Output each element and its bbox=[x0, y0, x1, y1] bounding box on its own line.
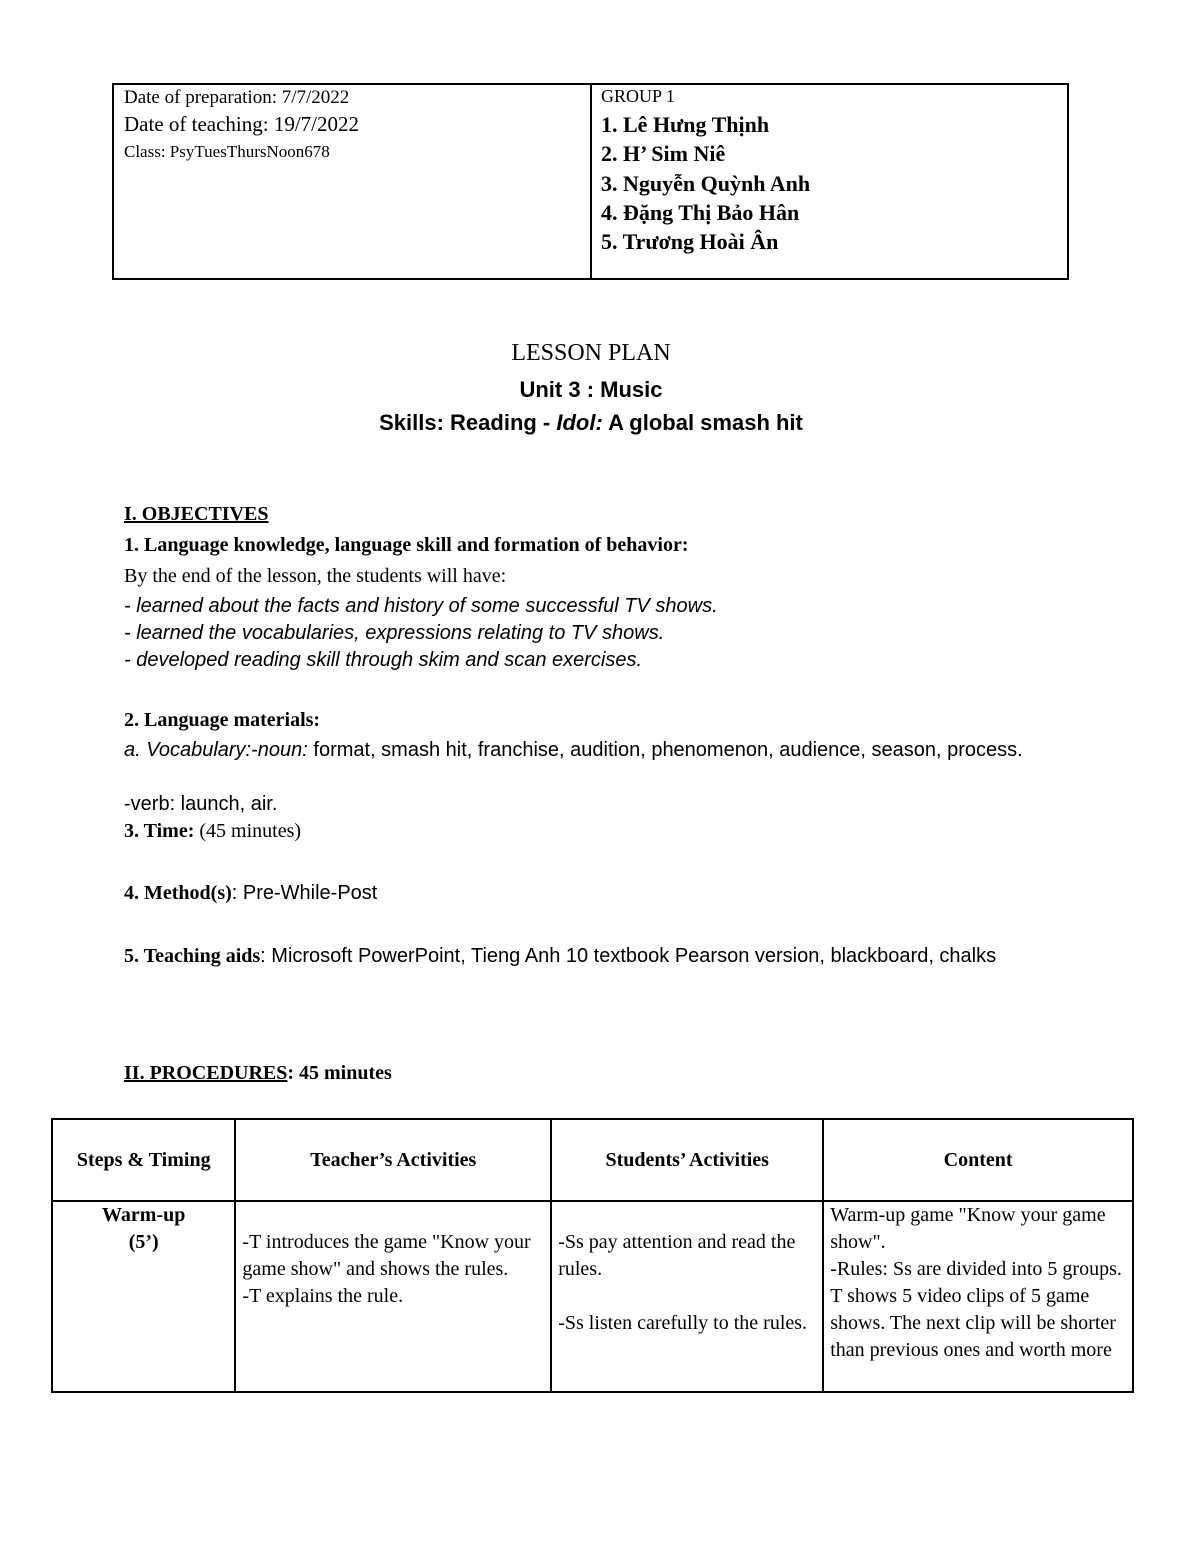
objective-bullet: - developed reading skill through skim and scan exercises. bbox=[124, 649, 643, 671]
table-header-row bbox=[52, 1119, 1133, 1201]
vocabulary-text bbox=[124, 737, 1024, 764]
skills-prefix: Skills: Reading - bbox=[379, 410, 557, 435]
skills-italic: Idol: bbox=[556, 410, 603, 435]
objectives-intro: By the end of the lesson, the students will have: bbox=[124, 565, 507, 587]
procedures-table bbox=[51, 1118, 1134, 1393]
teaching-aids-label: 5. Teaching aids bbox=[124, 945, 261, 967]
procedures-heading: II. PROCEDURES bbox=[124, 1062, 288, 1084]
teaching-aids-line bbox=[124, 943, 1004, 970]
group-member: 1. Lê Hưng Thịnh bbox=[601, 112, 770, 137]
objectives-heading: I. OBJECTIVES bbox=[124, 503, 269, 525]
skills-title bbox=[0, 410, 1182, 436]
method-line bbox=[124, 880, 1044, 907]
content-cell: Warm-up game "Know your game show". -Rules: Ss are divided into 5 groups. T shows 5 video clips of 5 game shows. The next clip will be shorter than previous ones and worth more bbox=[823, 1201, 1133, 1392]
class-name: Class: PsyTuesThursNoon678 bbox=[124, 142, 330, 161]
time-label: 3. Time: bbox=[124, 820, 195, 842]
objectives-sub1: 1. Language knowledge, language skill and formation of behavior: bbox=[124, 534, 689, 556]
procedures-duration: : 45 minutes bbox=[287, 1062, 392, 1084]
teaching-aids-value: : Microsoft PowerPoint, Tieng Anh 10 textbook Pearson version, blackboard, chalks bbox=[260, 945, 997, 967]
time-line bbox=[124, 818, 1044, 845]
teacher-activities-cell: -T introduces the game "Know your game show" and shows the rules. -T explains the rule. bbox=[235, 1201, 551, 1392]
skills-suffix: A global smash hit bbox=[602, 410, 803, 435]
group-member: 2. H’ Sim Niê bbox=[601, 141, 726, 166]
objective-bullet: - learned the vocabularies, expressions relating to TV shows. bbox=[124, 622, 665, 644]
group-title: GROUP 1 bbox=[601, 86, 675, 106]
group-member: 3. Nguyễn Quỳnh Anh bbox=[601, 171, 811, 196]
group-member: 5. Trương Hoài Ân bbox=[601, 229, 779, 254]
time-value: (45 minutes) bbox=[194, 820, 302, 842]
method-label: 4. Method(s) bbox=[124, 882, 232, 904]
language-materials-heading: 2. Language materials: bbox=[124, 709, 321, 731]
header-divider bbox=[590, 83, 592, 280]
lesson-plan-title: LESSON PLAN bbox=[511, 340, 671, 366]
procedures-heading-line bbox=[124, 1060, 1044, 1087]
students-activities-cell: -Ss pay attention and read the rules. -Ss listen carefully to the rules. bbox=[551, 1201, 823, 1392]
vocabulary-nouns: format, smash hit, franchise, audition, phenomenon, audience, season, process. bbox=[307, 739, 1023, 761]
step-cell: Warm-up (5’) bbox=[52, 1201, 235, 1392]
column-header: Content bbox=[823, 1119, 1133, 1201]
column-header: Teacher’s Activities bbox=[235, 1119, 551, 1201]
table-row bbox=[52, 1201, 1133, 1392]
vocabulary-label: a. Vocabulary:-noun: bbox=[124, 739, 308, 761]
column-header: Steps & Timing bbox=[52, 1119, 235, 1201]
date-of-teaching: Date of teaching: 19/7/2022 bbox=[124, 112, 360, 136]
date-of-preparation: Date of preparation: 7/7/2022 bbox=[124, 87, 350, 108]
method-value: : Pre-While-Post bbox=[231, 882, 378, 904]
column-header: Students’ Activities bbox=[551, 1119, 823, 1201]
group-member: 4. Đặng Thị Bảo Hân bbox=[601, 200, 800, 225]
vocabulary-verbs: -verb: launch, air. bbox=[124, 793, 278, 815]
unit-title: Unit 3 : Music bbox=[519, 377, 663, 402]
objective-bullet: - learned about the facts and history of some successful TV shows. bbox=[124, 595, 718, 617]
